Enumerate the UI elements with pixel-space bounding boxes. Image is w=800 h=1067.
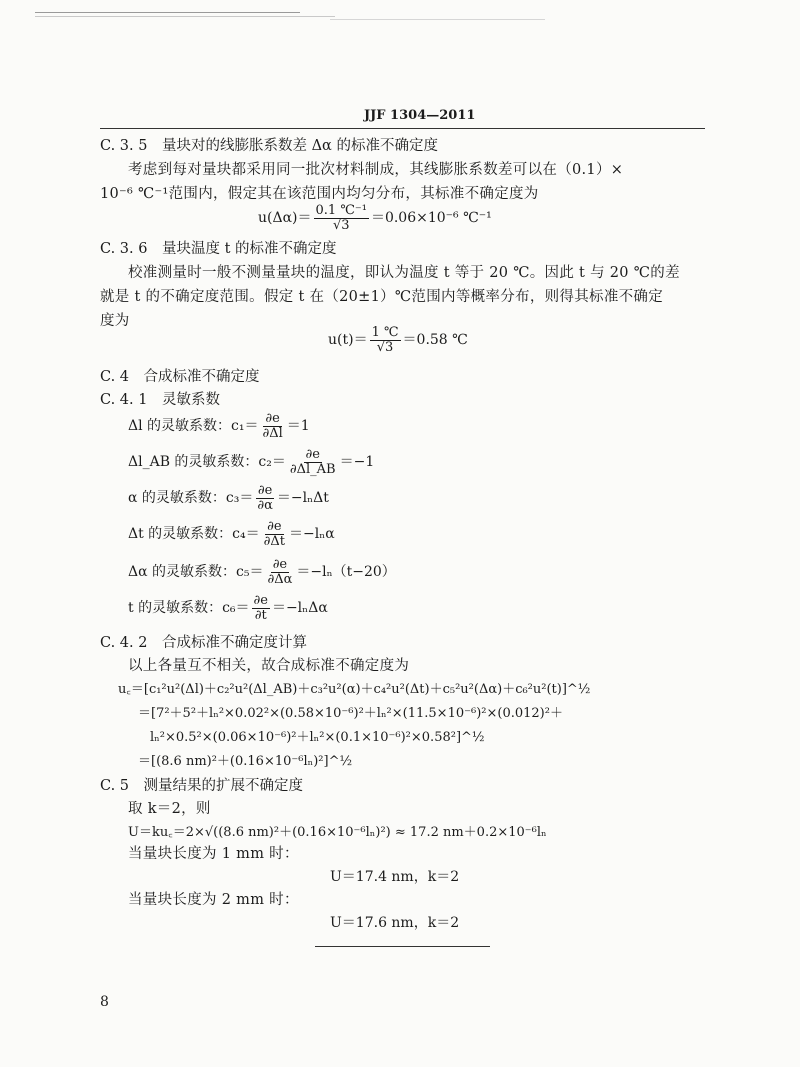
combined-uncertainty-line: lₙ²×0.5²×(0.06×10⁻⁶)²＋lₙ²×(0.1×10⁻⁶)²×0.58²]^½ [150, 730, 485, 745]
equation-lhs: u(Δα)＝ [258, 210, 312, 227]
section-heading-c35: C. 3. 5 量块对的线膨胀系数差 Δα 的标准不确定度 [100, 138, 438, 154]
sensitivity-item [128, 594, 328, 622]
fraction-denominator: ∂Δl_AB [289, 461, 336, 477]
fraction-numerator: 0.1 ℃⁻¹ [315, 203, 367, 218]
fraction-denominator: √3 [376, 339, 394, 355]
sensitivity-label: α 的灵敏系数：c₃＝ [128, 490, 254, 507]
sensitivity-value: ＝−lₙΔα [271, 600, 328, 617]
combined-uncertainty-line: u꜀＝[c₁²u²(Δl)＋c₂²u²(Δl_AB)＋c₃²u²(α)＋c₄²u²(Δt)＋c₅²u²(Δα)＋c₆²u²(t)]^½ [118, 682, 591, 697]
paragraph-line: 取 k＝2，则 [128, 801, 211, 817]
fraction [370, 326, 401, 354]
equation-lhs: u(t)＝ [328, 332, 368, 349]
sensitivity-label: Δα 的灵敏系数：c₅＝ [128, 564, 264, 581]
fraction [314, 204, 369, 232]
sensitivity-value: ＝−lₙΔt [276, 490, 329, 507]
sensitivity-item [128, 558, 396, 586]
fraction-numerator: ∂e [272, 557, 288, 572]
paragraph-line: 就是 t 的不确定度范围。假定 t 在（20±1）℃范围内等概率分布，则得其标准不确定 [100, 289, 664, 305]
paragraph-line: 以上各量互不相关，故合成标准不确定度为 [128, 658, 410, 674]
equation-rhs: ＝0.06×10⁻⁶ ℃⁻¹ [370, 210, 492, 227]
sensitivity-value: ＝−lₙ（t−20） [296, 564, 396, 581]
document-code-header: JJF 1304—2011 [364, 108, 476, 123]
fraction-denominator: ∂Δα [267, 571, 293, 587]
section-heading-c42: C. 4. 2 合成标准不确定度计算 [100, 635, 307, 651]
fraction-denominator: ∂t [254, 607, 267, 623]
fraction [255, 484, 275, 512]
sensitivity-item [128, 484, 329, 512]
sensitivity-value: ＝1 [286, 418, 310, 435]
paragraph-line: 考虑到每对量块都采用同一批次材料制成，其线膨胀系数差可以在（0.1）× [128, 162, 624, 178]
result-equation: U＝17.4 nm，k＝2 [330, 869, 460, 885]
section-heading-c4: C. 4 合成标准不确定度 [100, 369, 260, 385]
equation-u-t [328, 326, 468, 354]
header-rule [100, 128, 705, 129]
paragraph-line: 当量块长度为 2 mm 时： [128, 892, 299, 908]
fraction [261, 412, 285, 440]
paragraph-line: 当量块长度为 1 mm 时： [128, 846, 299, 862]
equation-u-delta-alpha [258, 204, 492, 232]
expanded-uncertainty-equation: U＝ku꜀＝2×√((8.6 nm)²＋(0.16×10⁻⁶lₙ)²) ≈ 17.2 nm＋0.2×10⁻⁶lₙ [128, 825, 547, 840]
fraction-numerator: ∂e [257, 483, 273, 498]
paragraph-line: 度为 [100, 313, 130, 329]
paragraph-line: 10⁻⁶ ℃⁻¹范围内，假定其在该范围内均匀分布，其标准不确定度为 [100, 186, 539, 202]
sensitivity-label: t 的灵敏系数：c₆＝ [128, 600, 250, 617]
combined-uncertainty-line: ＝[(8.6 nm)²＋(0.16×10⁻⁶lₙ)²]^½ [138, 754, 353, 769]
fraction-denominator: ∂Δt [263, 533, 285, 549]
fraction-numerator: ∂e [305, 447, 320, 462]
equation-rhs: ＝0.58 ℃ [402, 332, 468, 349]
paragraph-line: 校准测量时一般不测量量块的温度，即认为温度 t 等于 20 ℃。因此 t 与 20 ℃的差 [128, 265, 680, 281]
scan-artifact-line [330, 19, 545, 20]
combined-uncertainty-line: ＝[7²＋5²＋lₙ²×0.02²×(0.58×10⁻⁶)²＋lₙ²×(11.5×10⁻⁶)²×(0.012)²＋ [138, 706, 563, 721]
fraction [252, 594, 270, 622]
fraction [262, 520, 287, 548]
sensitivity-value: ＝−lₙα [288, 526, 335, 543]
scan-artifact-line [35, 16, 335, 17]
fraction [265, 558, 294, 586]
sensitivity-item [128, 448, 374, 476]
sensitivity-label: Δl 的灵敏系数：c₁＝ [128, 418, 259, 435]
sensitivity-value: ＝−1 [339, 454, 375, 471]
scan-artifact-line [35, 12, 300, 13]
end-rule [315, 946, 490, 947]
fraction-numerator: ∂e [267, 519, 282, 534]
sensitivity-item [128, 412, 310, 440]
fraction-denominator: ∂α [257, 497, 273, 513]
section-heading-c5: C. 5 测量结果的扩展不确定度 [100, 778, 304, 794]
sensitivity-label: Δl_AB 的灵敏系数：c₂＝ [128, 454, 286, 471]
section-heading-c41: C. 4. 1 灵敏系数 [100, 392, 220, 408]
fraction-denominator: ∂Δl [262, 425, 283, 441]
page-number: 8 [100, 994, 109, 1010]
sensitivity-item [128, 520, 335, 548]
sensitivity-label: Δt 的灵敏系数：c₄＝ [128, 526, 260, 543]
fraction-numerator: ∂e [265, 411, 280, 426]
fraction-numerator: 1 ℃ [371, 325, 399, 340]
fraction-numerator: ∂e [253, 593, 268, 608]
section-heading-c36: C. 3. 6 量块温度 t 的标准不确定度 [100, 241, 337, 257]
fraction [288, 448, 338, 476]
result-equation: U＝17.6 nm，k＝2 [330, 915, 460, 931]
fraction-denominator: √3 [332, 217, 350, 233]
